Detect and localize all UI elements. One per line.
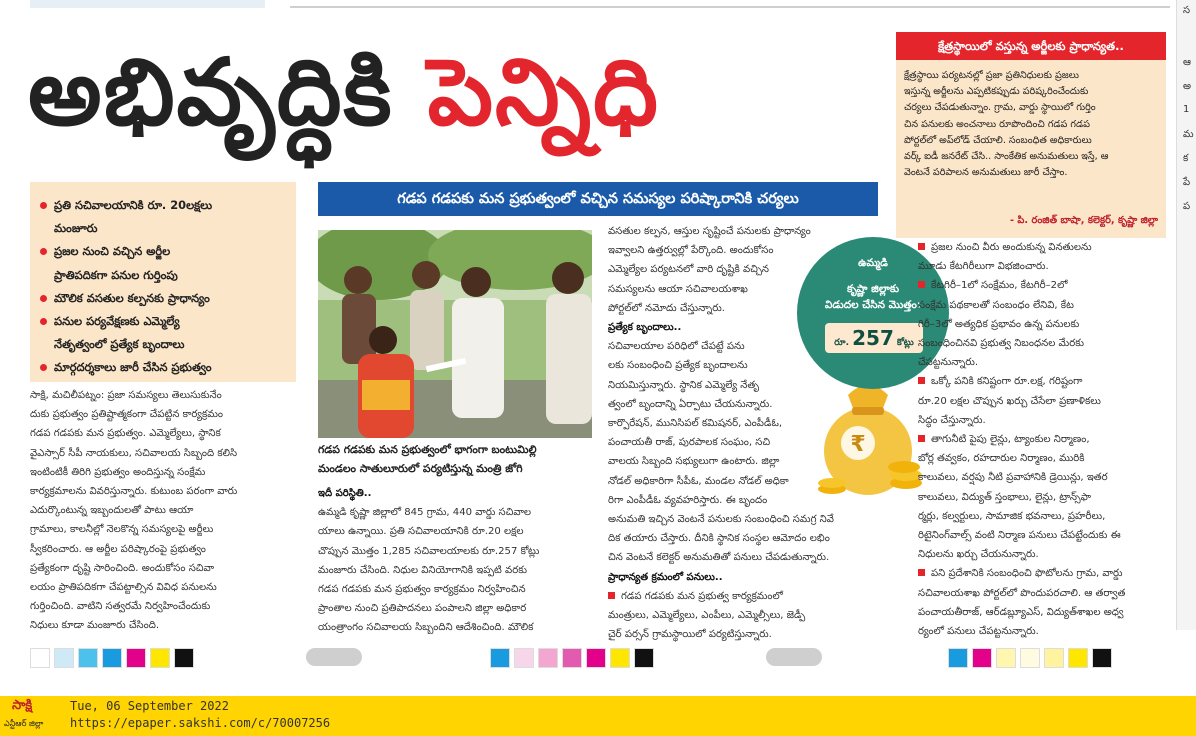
article-line — [918, 353, 1174, 372]
article-line: లయం ప్రాతిపదికగా చేపట్టాల్సిన వివిధ పనులను — [30, 582, 217, 594]
article-line-text: కేటగిరీ–1లో సంక్షేమం, కేటగిరీ–2లో — [931, 280, 1068, 292]
article-line: నోడల్ అధికారిగా సీపీఓ, మండల నోడల్ అధికా — [608, 475, 789, 487]
article-line: గుర్తించింది. వాటిని సత్వరమే నిర్వహించేందుకు — [30, 601, 211, 613]
top-rule — [290, 6, 1170, 8]
subheading-text: ప్రాధాన్యత క్రమంలో పనులు.. — [608, 571, 723, 583]
key-point-text: నేతృత్వంలో ప్రత్యేక బృందాలు — [54, 337, 185, 352]
article-line: కార్యక్రమాలను వివరిస్తున్నారు. కుటుంబ పరంగా వారు — [30, 486, 238, 498]
key-point-text: ప్రజల నుంచి వచ్చిన అర్జీల — [54, 244, 171, 259]
edge-char: స — [1183, 5, 1191, 16]
key-point-text: ప్రాతిపదికగా పనుల గుర్తింపు — [54, 267, 178, 282]
key-point — [40, 287, 290, 310]
color-swatch — [586, 648, 606, 668]
photo-caption — [318, 440, 598, 478]
article-line-text: పని ప్రదేశానికి సంబంధించి ఫొటోలను గ్రామ, వార్డు — [931, 568, 1123, 580]
key-point-text: ప్రతి సచివాలయానికి రూ. 20లక్షలు — [54, 198, 213, 212]
article-line — [918, 257, 1174, 276]
article-line — [918, 238, 1174, 257]
color-swatch — [490, 648, 510, 668]
article-line: స్వీకరించారు. ఆ అర్జీల పరిష్కారంపై ప్రభుత్వం — [30, 543, 206, 555]
edge-char: 1 — [1183, 104, 1190, 115]
article-line-text: బోర్ల తవ్వకం, రహదారుల నిర్మాణం, మురికి — [918, 453, 1085, 465]
top-strip — [30, 0, 265, 8]
article-line: ఇంటింటికీ తిరిగి ప్రభుత్వం అందిస్తున్న సంక్షేమ — [30, 466, 206, 478]
subheading — [318, 484, 602, 503]
edge-char: ఆ — [1183, 57, 1191, 68]
color-swatch — [102, 648, 122, 668]
adjacent-column-edge — [1176, 0, 1196, 630]
color-swatch — [174, 648, 194, 668]
article-line-text: సంక్షేమ పథకాలతో సంబంధం లేనివి, కేట — [918, 299, 1074, 311]
article-line: నిధులు కూడా మంజూరు చేసింది. — [30, 620, 160, 632]
amount-badge-line: ఉమ్మడి — [858, 257, 888, 269]
color-swatches-right — [948, 648, 1116, 666]
amount-badge-line: కృష్ణా జిల్లాకు — [846, 283, 900, 295]
article-column-4 — [918, 238, 1174, 641]
article-line: ప్రాంతాల నుంచి ప్రతిపాదనలు పంపాలని జిల్లా అధికార — [318, 603, 527, 615]
color-swatches-mid — [490, 648, 658, 666]
article-line-text: కాలువలు, విద్యుత్ స్తంభాలు, లైన్లు, ట్రాన్స్‌ఫా — [918, 491, 1092, 503]
article-line — [918, 545, 1174, 564]
article-line-text: ప్రజల నుంచి వీరు అందుకున్న వినతులను — [931, 242, 1092, 253]
article-line-text: మూడు కేటగిరీలుగా విభజించారు. — [918, 261, 1049, 273]
article-line-text: సచివాలయశాఖ పోర్టల్‌లో పొందుపరచాలి. ఆ తర్వాత — [918, 587, 1126, 599]
article-line: దిక తయారు చేస్తారు. దీనికి స్థానిక సంస్థల ఆమోదం లభిం — [608, 533, 830, 545]
quote-line: వర్క్ ఐడీ జనరేట్ చేసి.. సాంకేతిక అనుమతులు ఇస్తే, ఆ — [904, 151, 1109, 163]
article-line: దుకు ప్రభుత్వం ప్రతిష్టాత్మకంగా చేపట్టిన కార్యక్రమం — [30, 409, 224, 421]
article-line: అనుమతి ఇచ్చిన వెంటనే పనులకు సంబంధించి సమగ్ర నివే — [608, 514, 834, 526]
color-swatch — [1044, 648, 1064, 668]
color-swatch — [126, 648, 146, 668]
color-swatch — [538, 648, 558, 668]
article-line — [918, 603, 1174, 622]
article-line: వైఎస్సార్ సీపీ నాయకులు, సచివాలయ సిబ్బంది కలిసి — [30, 447, 238, 459]
edge-char: క — [1183, 153, 1189, 164]
article-line — [918, 449, 1174, 468]
edge-char: అ — [1183, 81, 1191, 92]
article-line: సమస్యలను ఆయా సచివాలయశాఖ — [608, 283, 748, 295]
article-line: కార్పొరేషన్, మునిసిపల్ కమిషనర్, ఎంపీడీఓ, — [608, 418, 783, 430]
article-line — [918, 564, 1174, 583]
article-line — [918, 334, 1174, 353]
article-line-text: పంచాయతీరాజ్, ఆర్‌డబ్ల్యూఎస్, విద్యుత్‌శాఖల అధ్వ — [918, 606, 1124, 618]
key-point — [40, 356, 290, 379]
article-line-text: ర్మర్లు, కల్వర్టులు, సామాజిక భవనాలు, ప్రహరీలు, — [918, 510, 1106, 522]
article-line-text: ర్యంలో పనులు చేపట్టనున్నారు. — [918, 626, 1039, 638]
article-line — [918, 372, 1174, 391]
article-line: యంత్రాంగం సచివాలయ సిబ్బందిని ఆదేశించింది. మౌలిక — [318, 622, 534, 634]
article-line-text: గడప గడపకు మన ప్రభుత్వ కార్యక్రమంలో — [621, 590, 783, 602]
amount-badge-line: విడుదల చేసిన మొత్తం: — [824, 299, 922, 311]
article-line: వసతుల కల్పన, ఆస్తుల సృష్టించే పనులకు ప్రాధాన్యం — [608, 226, 811, 237]
quote-line: చర్యలు చేపడుతున్నాం. గ్రామ, వార్డు స్థాయిలో గుర్తిం — [904, 102, 1096, 114]
footer-url-link[interactable]: https://epaper.sakshi.com/c/70007256 — [70, 716, 331, 730]
edge-char: ప — [1183, 201, 1191, 212]
color-swatch — [1092, 648, 1112, 668]
article-line: మంజూరు చేసింది. నిధుల వినియోగానికి ఇప్పటి వరకు — [318, 564, 527, 576]
bullet-icon — [918, 243, 925, 250]
edge-char: మ — [1183, 129, 1194, 140]
article-line — [918, 468, 1174, 487]
article-line: ఇవ్వాలని ఉత్తర్వుల్లో పేర్కొంది. అందుకోసం — [608, 245, 774, 257]
bullet-icon — [918, 435, 925, 442]
headline-part1: అభివృద్ధికి — [28, 39, 428, 146]
article-line: చొప్పున మొత్తం 1,285 సచివాలయాలకు రూ.257 కోట్లు — [318, 545, 540, 557]
quote-line: చిన పనులకు అంచనాలు రూపొందించి గడప గడప — [904, 118, 1090, 130]
news-photo-illustration — [318, 230, 592, 438]
article-line — [918, 315, 1174, 334]
article-line-text: తాగునీటి పైపు లైన్లు, ట్యాంకుల నిర్మాణం, — [931, 434, 1090, 446]
amount-prefix: రూ. — [834, 338, 849, 348]
key-points-box — [30, 182, 296, 382]
bullet-icon — [918, 377, 925, 384]
article-line: నియమిస్తున్నారు. స్థానిక ఎమ్మెల్యే నేతృ — [608, 379, 760, 391]
color-swatches-left — [30, 648, 198, 666]
registration-pill — [766, 648, 822, 666]
color-swatch — [634, 648, 654, 668]
article-line — [918, 488, 1174, 507]
color-swatch — [30, 648, 50, 668]
key-point — [40, 240, 290, 286]
quote-line: పోర్టల్‌లో అప్‌లోడ్ చేయాలి. సంబంధిత అధికారులు — [904, 134, 1092, 146]
article-line — [608, 587, 898, 606]
article-line: పంచాయతీ రాజ్, పురపాలక సంఘం, సచి — [608, 437, 771, 449]
article-line — [918, 584, 1174, 603]
article-line: త్వంలో బృందాన్ని ఏర్పాటు చేయనున్నారు. — [608, 398, 773, 410]
article-line — [918, 296, 1174, 315]
article-line — [918, 430, 1174, 449]
article-line: గడప గడపకు మన ప్రభుత్వం కార్యక్రమం నిర్వహించిన — [318, 584, 526, 596]
color-swatch — [948, 648, 968, 668]
article-line: ఎమ్మెల్యేల పర్యటనలో వారి దృష్టికి వచ్చిన — [608, 264, 770, 276]
article-line-text: కాలువలు, వర్షపు నీటి ప్రవాహానికి డ్రెయిన్లు, ఇతర — [918, 472, 1108, 484]
color-swatch — [1068, 648, 1088, 668]
key-points-list — [30, 182, 296, 380]
subheading-text: ప్రత్యేక బృందాలు.. — [608, 322, 682, 334]
color-swatch — [610, 648, 630, 668]
photo-caption-line: గడప గడపకు మన ప్రభుత్వంలో భాగంగా బంటుమిల్లి — [318, 443, 537, 456]
color-swatch — [996, 648, 1016, 668]
article-line: ప్రత్యేకంగా దృష్టి సారించింది. అందుకోసం సచివా — [30, 562, 215, 574]
article-line: లకు సంబంధించి ప్రత్యేక బృందాలను — [608, 360, 748, 372]
color-swatch — [1020, 648, 1040, 668]
article-column-2 — [318, 484, 602, 638]
registration-pill — [306, 648, 362, 666]
article-line-text: రూ.20 లక్షల చొప్పున ఖర్చు చేసేలా ప్రణాళికలు — [918, 395, 1101, 407]
article-line: వాలయ సిబ్బంది సభ్యులుగా ఉంటారు. జిల్లా — [608, 456, 780, 468]
article-line-text: గిరీ–3లో అత్యధిక ప్రభావం ఉన్న పనులకు — [918, 318, 1080, 330]
color-swatch — [150, 648, 170, 668]
key-point-text: మార్గదర్శకాలు జారీ చేసిన ప్రభుత్వం — [54, 360, 212, 375]
article-line — [918, 526, 1174, 545]
article-line: మంత్రులు, ఎమ్మెల్యేలు, ఎంపీలు, ఎమ్మెల్సీలు, జెడ్పీ — [608, 610, 806, 622]
article-line: చైర్ పర్సన్ గ్రామస్థాయిలో పర్యటిస్తున్నారు. — [608, 629, 772, 641]
quote-line: ఇస్తున్న అర్జీలను ఎప్పటికప్పుడు పరిష్కరించేందుకు — [904, 86, 1089, 98]
quote-body — [904, 68, 1162, 181]
section-banner: గడప గడపకు మన ప్రభుత్వంలో వచ్చిన సమస్యల పరిష్కారానికి చర్యలు — [318, 182, 878, 216]
color-swatch — [972, 648, 992, 668]
article-line — [918, 507, 1174, 526]
article-line: ఎదుర్కొంటున్న ఇబ్బందులతో పాటు ఆయా — [30, 505, 194, 517]
headline — [28, 28, 660, 158]
article-line: గ్రామాలు, కాలనీల్లో నెలకొన్న సమస్యలపై అర్జీలు — [30, 524, 214, 536]
color-swatch — [54, 648, 74, 668]
key-point — [40, 310, 290, 356]
news-photo — [318, 230, 592, 438]
amount-number: 257 — [852, 326, 894, 350]
article-line: ఉమ్మడి కృష్ణా జిల్లాలో 845 గ్రామ, 440 వార్డు సచివాల — [318, 507, 532, 519]
key-point-text: మంజూరు — [54, 221, 98, 236]
collector-quote-box — [896, 32, 1166, 238]
footer-bar — [0, 696, 1196, 736]
bullet-icon — [608, 592, 615, 599]
photo-caption-line: మండలం సాతులూరులో పర్యటిస్తున్న మంత్రి జోగి — [318, 462, 523, 475]
sakshi-logo — [2, 697, 62, 733]
key-point-text: మౌలిక వసతుల కల్పనకు ప్రాధాన్యం — [54, 290, 210, 305]
amount-value — [825, 323, 923, 353]
logo-district: ఎన్టీఆర్ జిల్లా — [4, 719, 44, 728]
article-line-text: చేపట్టనున్నారు. — [918, 357, 979, 369]
article-line: సచివాలయాల పరిధిలో చేపట్టే పను — [608, 341, 745, 353]
logo-name: సాక్షి — [12, 698, 33, 713]
color-swatch — [562, 648, 582, 668]
quote-line: వెంటనే పరిపాలన అనుమతులు జారీ చేస్తాం. — [904, 167, 1068, 179]
article-column-1 — [30, 386, 302, 636]
bullet-icon — [918, 569, 925, 576]
key-point-text: పనుల పర్యవేక్షణకు ఎమ్మెల్యే — [54, 314, 180, 329]
quote-signature: - పి. రంజిత్ బాషా, కలెక్టర్, కృష్ణా జిల్లా — [1009, 215, 1158, 226]
article-line-text: నిధులను ఖర్చు చేయనున్నారు. — [918, 549, 1039, 561]
article-line — [918, 276, 1174, 295]
subheading — [608, 568, 898, 587]
article-line-text: సంబంధించినవి ప్రభుత్వ నిబంధనల మేరకు — [918, 338, 1084, 350]
article-line — [918, 392, 1174, 411]
article-line: పోర్టల్‌లో నమోదు చేస్తున్నారు. — [608, 302, 725, 314]
bullet-icon — [918, 281, 925, 288]
article-line: యాలు ఉన్నాయి. ప్రతి సచివాలయానికి రూ.20 లక్షల — [318, 526, 524, 538]
article-line: చిన వెంటనే కలెక్టర్ అనుమతితో పనులు చేపడుతున్నారు. — [608, 552, 830, 564]
article-line-text: సిద్ధం చేస్తున్నారు. — [918, 414, 986, 426]
svg-text:₹: ₹ — [850, 432, 866, 457]
footer-date: Tue, 06 September 2022 — [70, 699, 229, 713]
color-swatch — [78, 648, 98, 668]
quote-title: క్షేత్రస్థాయిలో వస్తున్న అర్జీలకు ప్రాధాన్యత.. — [896, 32, 1166, 60]
headline-part2: పెన్నిధి — [427, 39, 660, 146]
article-line: రిగా ఎంపీడీఓ వ్యవహరిస్తారు. ఈ బృందం — [608, 494, 768, 506]
key-point — [40, 194, 290, 240]
article-line — [918, 622, 1174, 641]
article-line — [918, 411, 1174, 430]
article-line: గడప గడపకు మన ప్రభుత్వం. ఎమ్మెల్యేలు, స్థానిక — [30, 428, 221, 440]
amount-suffix: కోట్లు — [897, 338, 914, 348]
edge-char: పే — [1183, 177, 1191, 188]
subheading-text: ఇదీ పరిస్థితి.. — [318, 488, 372, 499]
article-line: సాక్షి, మచిలీపట్నం: ప్రజా సమస్యలు తెలుసుకునేం — [30, 390, 222, 401]
quote-line: క్షేత్రస్థాయి పర్యటనల్లో ప్రజా ప్రతినిధులకు ప్రజలు — [904, 70, 1079, 81]
article-line-text: ఒక్కో పనికి కనిష్టంగా రూ.లక్ష, గరిష్టంగా — [931, 376, 1083, 388]
article-line-text: రిటైనింగ్‌వాల్స్ వంటి నిర్మాణ పనులు చేపట్టేందుకు ఈ — [918, 530, 1121, 542]
color-swatch — [514, 648, 534, 668]
